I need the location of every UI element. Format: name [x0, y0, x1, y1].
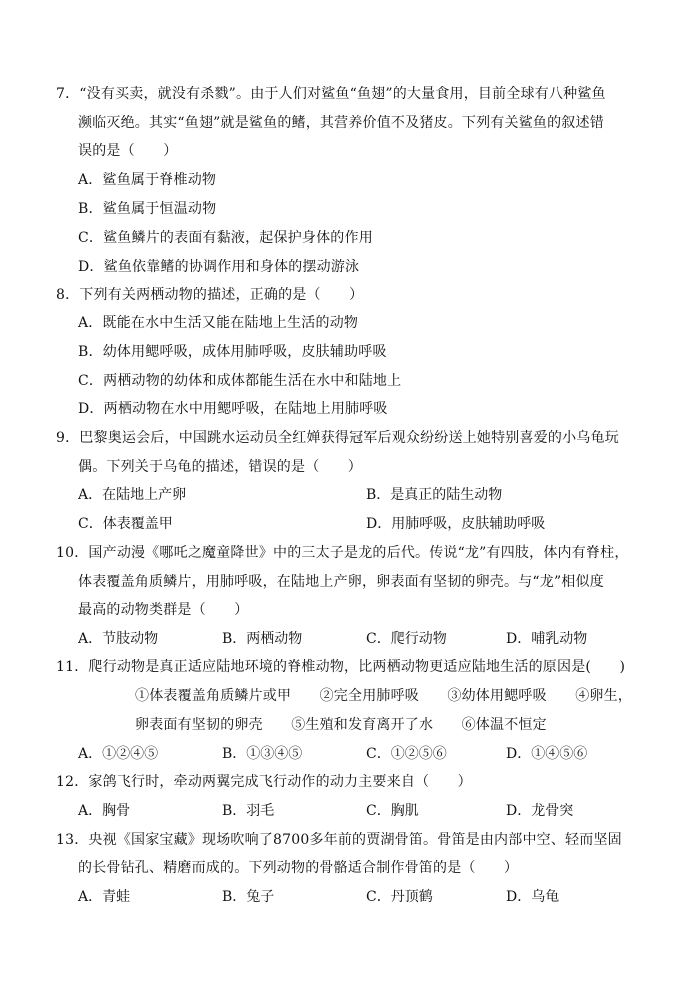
question-7-option-c: C．鲨鱼鳞片的表面有黏液，起保护身体的作用	[78, 230, 373, 246]
question-8-option-b: B．幼体用鳃呼吸，成体用肺呼吸，皮肤辅助呼吸	[78, 344, 387, 360]
question-8-option-d: D．两栖动物在水中用鳃呼吸，在陆地上用肺呼吸	[78, 401, 388, 417]
question-8-option-a: A．既能在水中生活又能在陆地上生活的动物	[78, 315, 359, 331]
question-9-line-1: 9．巴黎奥运会后，中国跳水运动员全红婵获得冠军后观众纷纷送上她特别喜爱的小乌龟玩	[56, 430, 619, 446]
question-10-line-3: 最高的动物类群是（ ）	[78, 602, 249, 618]
question-10-line-2: 体表覆盖角质鳞片，用肺呼吸，在陆地上产卵，卵表面有坚韧的卵壳。与“龙”相似度	[78, 574, 604, 590]
question-7-line-3: 误的是（ ）	[78, 143, 178, 159]
question-12-option-c: C．胸肌	[366, 803, 419, 819]
question-13-option-d: D．乌龟	[506, 889, 560, 905]
question-8-line-1: 8．下列有关两栖动物的描述，正确的是（ ）	[56, 287, 364, 303]
question-13-option-b: B．兔子	[222, 889, 275, 905]
question-10-option-c: C．爬行动物	[366, 631, 447, 647]
question-13-line-2: 的长骨钻孔、精磨而成的。下列动物的骨骼适合制作骨笛的是（ ）	[78, 860, 519, 876]
question-9-option-d: D．用肺呼吸，皮肤辅助呼吸	[366, 516, 546, 532]
question-10-option-b: B．两栖动物	[222, 631, 303, 647]
question-10-line-1: 10．国产动漫《哪吒之魔童降世》中的三太子是龙的后代。传说“龙”有四肢，体内有脊柱，	[56, 545, 629, 561]
question-11-line-1: 11．爬行动物是真正适应陆地环境的脊椎动物，比两栖动物更适应陆地生活的原因是( )	[56, 659, 626, 675]
question-10-option-a: A．节肢动物	[78, 631, 159, 647]
question-13-option-a: A．青蛙	[78, 889, 131, 905]
question-11-option-c: C．①②⑤⑥	[366, 746, 447, 762]
question-10-option-d: D．哺乳动物	[506, 631, 588, 647]
question-7-line-1: 7．“没有买卖，就没有杀戮”。由于人们对鲨鱼“鱼翅”的大量食用，目前全球有八种鲨鱼	[56, 86, 606, 102]
question-11-statements-line-1: ①体表覆盖角质鳞片或甲 ②完全用肺呼吸 ③幼体用鳃呼吸 ④卵生，	[135, 688, 632, 704]
question-12-line-1: 12．家鸽飞行时，牵动两翼完成飞行动作的动力主要来自（ ）	[56, 774, 472, 790]
question-12-option-b: B．羽毛	[222, 803, 275, 819]
question-12-option-a: A．胸骨	[78, 803, 131, 819]
question-11-option-d: D．①④⑤⑥	[506, 746, 588, 762]
question-13-option-c: C．丹顶鹤	[366, 889, 433, 905]
question-7-option-d: D．鲨鱼依靠鳍的协调作用和身体的摆动游泳	[78, 259, 360, 275]
question-9-option-c: C．体表覆盖甲	[78, 516, 173, 532]
question-13-line-1: 13．央视《国家宝藏》现场吹响了8700多年前的贾湖骨笛。骨笛是由内部中空、轻而坚固	[56, 832, 622, 848]
question-9-option-b: B．是真正的陆生动物	[366, 487, 503, 503]
question-11-option-b: B．①③④⑤	[222, 746, 303, 762]
question-7-line-2: 濒临灭绝。其实“鱼翅”就是鲨鱼的鳍，其营养价值不及猪皮。下列有关鲨鱼的叙述错	[78, 115, 604, 131]
question-7-option-a: A．鲨鱼属于脊椎动物	[78, 172, 217, 188]
question-12-option-d: D．龙骨突	[506, 803, 574, 819]
question-11-statements-line-2: 卵表面有坚韧的卵壳 ⑤生殖和发育离开了水 ⑥体温不恒定	[135, 717, 547, 733]
question-11-option-a: A．①②④⑤	[78, 746, 159, 762]
question-9-line-2: 偶。下列关于乌龟的描述，错误的是（ ）	[78, 459, 362, 475]
question-8-option-c: C．两栖动物的幼体和成体都能生活在水中和陆地上	[78, 373, 402, 389]
question-9-option-a: A．在陆地上产卵	[78, 487, 187, 503]
question-7-option-b: B．鲨鱼属于恒温动物	[78, 201, 217, 217]
